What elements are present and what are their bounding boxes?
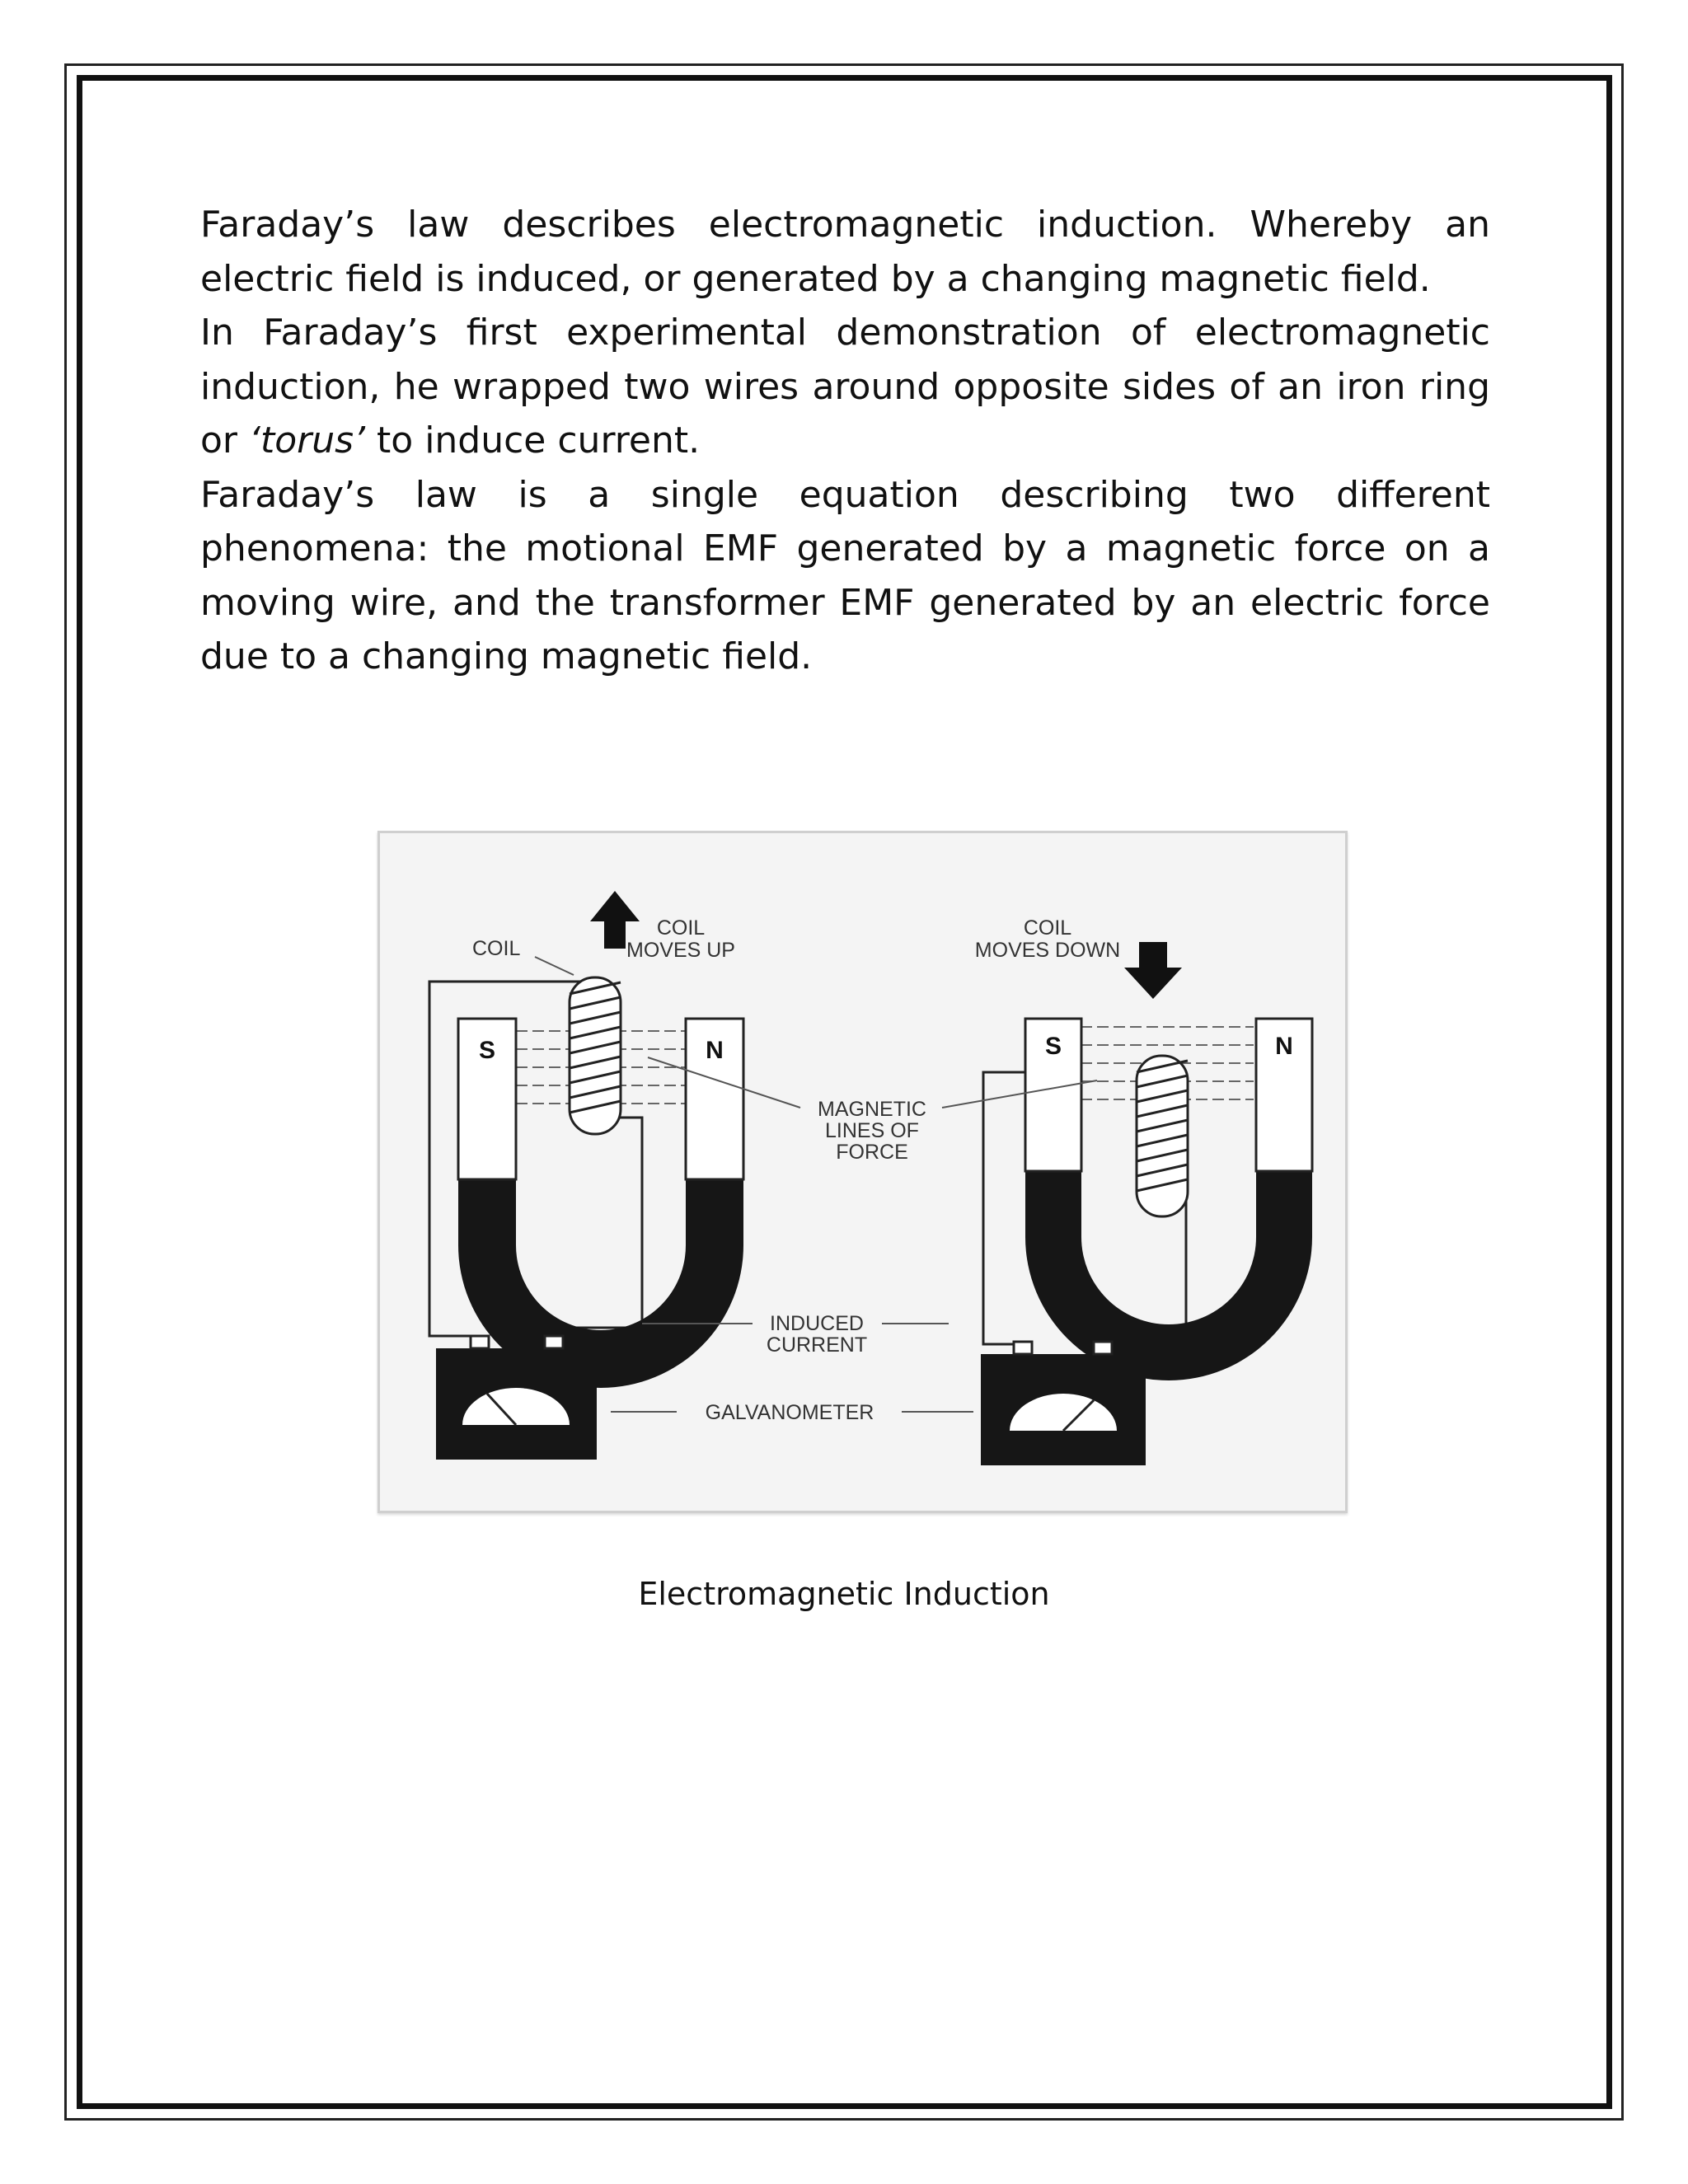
paragraph-1: Faraday’s law describes electromagnetic induction. Whereby an electric field is induced, or generated by a changing magnetic field. <box>200 204 1490 300</box>
label-pole-n-right: N <box>1275 1033 1293 1060</box>
induction-diagram <box>380 833 1345 1511</box>
paragraph-2-text: In Faraday’s first experimental demonstration of electromagnetic induction, he wrapped two wires around opposite sides of an iron ring or <box>200 312 1490 462</box>
label-coil-moves-up-1: COIL <box>656 916 706 940</box>
label-pole-n-left: N <box>706 1037 724 1064</box>
right-coil <box>1137 1056 1188 1216</box>
label-magnetic-3: FORCE <box>836 1141 908 1164</box>
label-induced-1: INDUCED <box>770 1312 864 1335</box>
label-magnetic-2: LINES OF <box>825 1119 919 1142</box>
label-coil-moves-down-2: MOVES DOWN <box>974 939 1121 962</box>
label-galvanometer: GALVANOMETER <box>705 1401 874 1424</box>
left-coil <box>570 977 621 1134</box>
paragraph-2-end: to induce current. <box>365 419 701 462</box>
paragraph-2 <box>200 306 1490 468</box>
label-pole-s-left: S <box>478 1037 496 1064</box>
arrow-down-icon <box>1124 942 1182 999</box>
paragraph-3: Faraday’s law is a single equation describing two different phenomena: the motional EMF generated by a magnetic force on a moving wire, and the transformer EMF generated by an electric force due to a changing magnetic field. <box>200 473 1490 677</box>
label-pole-s-right: S <box>1044 1033 1062 1060</box>
figure-caption: Electromagnetic Induction <box>638 1576 1050 1612</box>
label-coil-moves-up-2: MOVES UP <box>626 939 735 962</box>
induction-figure <box>377 831 1348 1513</box>
label-coil: COIL <box>472 937 521 960</box>
label-magnetic-1: MAGNETIC <box>818 1098 926 1121</box>
body-text <box>200 198 1490 684</box>
torus-term: ‘torus’ <box>249 419 366 462</box>
label-coil-moves-down-1: COIL <box>1023 916 1072 940</box>
label-induced-2: CURRENT <box>766 1333 868 1357</box>
